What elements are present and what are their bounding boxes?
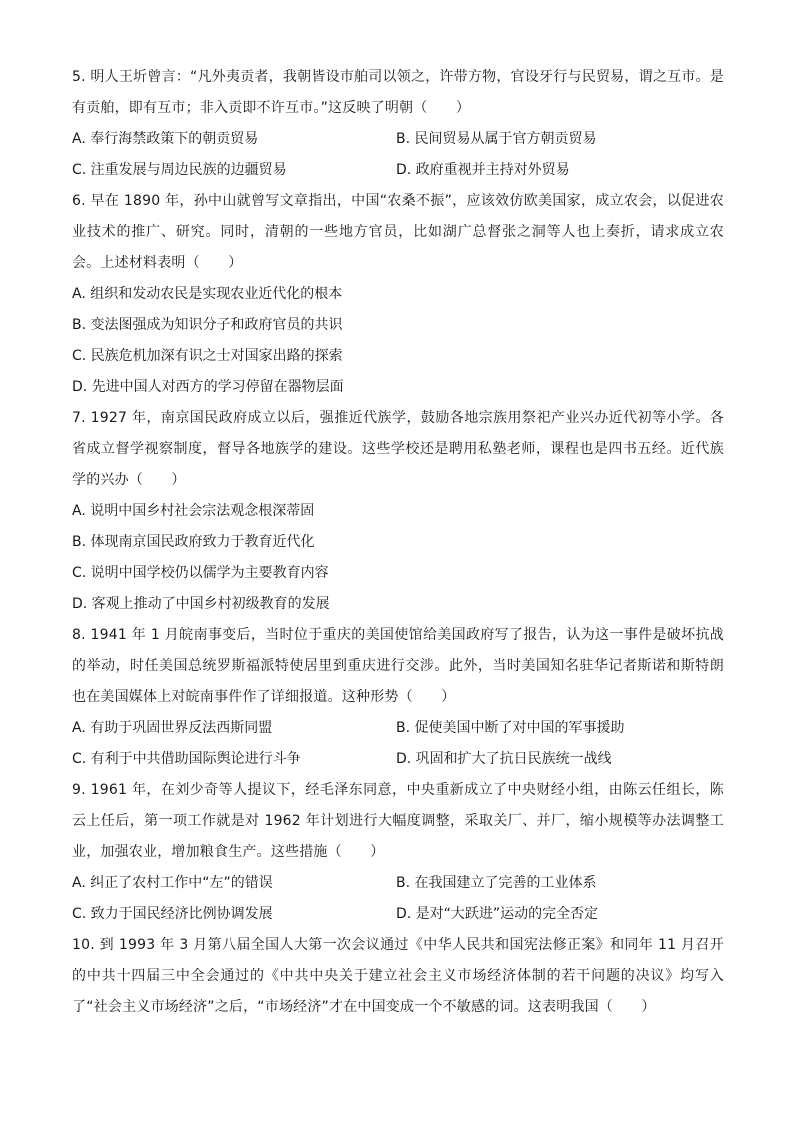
question-9 [72,775,724,930]
option-d: D. 客观上推动了中国乡村初级教育的发展 [72,596,330,612]
question-6-stem: 6. 早在 1890 年，孙中山就曾写文章指出，中国“农桑不振”，应该效仿欧美国家，成立农会，以促进农业技术的推广、研究。同时，清朝的一些地方官员，比如湖广总督张之洞等人也上奏折，请求成立农会。上述材料表明（ ） [72,193,724,271]
option-a: A. 有助于巩固世界反法西斯同盟 [72,720,273,736]
question-8-stem: 8. 1941 年 1 月皖南事变后，当时位于重庆的美国使馆给美国政府写了报告，认为这一事件是破坏抗战的举动，时任美国总统罗斯福派特使居里到重庆进行交涉。此外，当时美国知名驻华记者斯诺和斯特朗也在美国媒体上对皖南事件作了详细报道。这种形势（ ） [72,627,724,705]
option-c: C. 有利于中共借助国际舆论进行斗争 [72,751,301,767]
option-c: C. 民族危机加深有识之士对国家出路的探索 [72,348,343,364]
question-5 [72,62,724,186]
question-9-stem: 9. 1961 年，在刘少奇等人提议下，经毛泽东同意，中央重新成立了中央财经小组，由陈云任组长，陈云上任后，第一项工作就是对 1962 年计划进行大幅度调整，采取关厂、并厂，缩小规模等办法调整工业，加强农业，增加粮食生产。这些措施（ ） [72,782,724,860]
question-6-options [72,279,724,403]
option-a: A. 说明中国乡村社会宗法观念根深蒂固 [72,503,315,519]
question-7-stem: 7. 1927 年，南京国民政府成立以后，强推近代族学，鼓励各地宗族用祭祀产业兴办近代初等小学。各省成立督学视察制度，督导各地族学的建设。这些学校还是聘用私塾老师，课程也是四书五经。近代族学的兴办（ ） [72,410,724,488]
question-6 [72,186,724,403]
option-a: A. 组织和发动农民是实现农业近代化的根本 [72,286,343,302]
question-5-options [72,124,724,186]
question-8 [72,620,724,775]
option-b: B. 体现南京国民政府致力于教育近代化 [72,534,315,550]
option-a: A. 纠正了农村工作中“左”的错误 [72,875,273,891]
option-a: A. 奉行海禁政策下的朝贡贸易 [72,131,259,147]
question-8-options [72,713,724,775]
option-c: C. 注重发展与周边民族的边疆贸易 [72,162,287,178]
option-b: B. 民间贸易从属于官方朝贡贸易 [396,131,597,147]
option-d: D. 先进中国人对西方的学习停留在器物层面 [72,379,344,395]
question-5-stem: 5. 明人王圻曾言：“凡外夷贡者，我朝皆设市舶司以领之，许带方物，官设牙行与民贸易，谓之互市。是有贡舶，即有互市；非入贡即不许互市。”这反映了明朝（ ） [72,69,724,116]
question-10-stem: 10. 到 1993 年 3 月第八届全国人大第一次会议通过《中华人民共和国宪法修正案》和同年 11 月召开的中共十四届三中全会通过的《中共中央关于建立社会主义市场经济体制的若干问题的决议》均写入了“社会主义市场经济”之后，“市场经济”才在中国变成一个不敏感的词。这表明我国（ ） [72,937,724,1015]
question-7-options [72,496,724,620]
option-c: C. 说明中国学校仍以儒学为主要教育内容 [72,565,329,581]
question-9-options [72,868,724,930]
question-7 [72,403,724,620]
option-b: B. 在我国建立了完善的工业体系 [396,875,597,891]
option-d: D. 政府重视并主持对外贸易 [396,162,570,178]
exam-page [72,62,724,1023]
option-b: B. 促使美国中断了对中国的军事援助 [396,720,625,736]
question-10 [72,930,724,1023]
option-d: D. 巩固和扩大了抗日民族统一战线 [396,751,612,767]
option-d: D. 是对“大跃进”运动的完全否定 [396,906,599,922]
option-b: B. 变法图强成为知识分子和政府官员的共识 [72,317,343,333]
option-c: C. 致力于国民经济比例协调发展 [72,906,273,922]
